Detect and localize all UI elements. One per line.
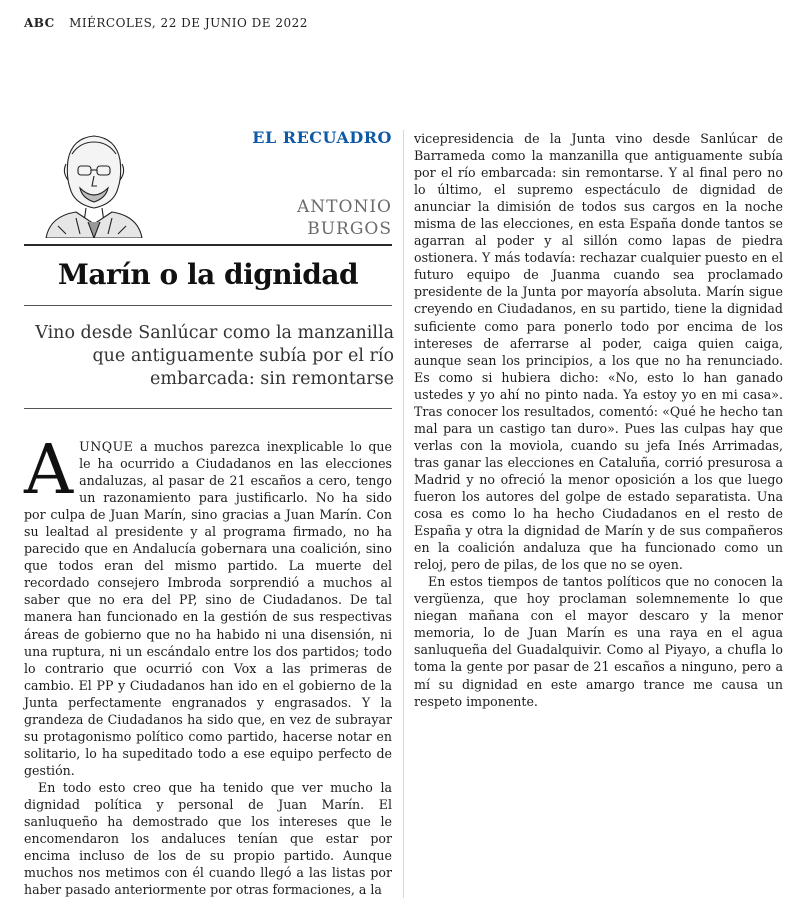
- article-column-left: [24, 431, 392, 898]
- article-paragraph-2-continued: vicepresidencia de la Junta vino desde Sanlúcar de Barrameda como la manzanilla que antiguamente subía por el río embarcada: sin remontarse. Y al final pero no lo último, el supremo espectáculo de dignidad de anunciar la dimisión de todos sus cargos en la noche misma de las elecciones, en esta España donde tantos se agarran al poder y al sillón como lapas de piedra ostionera. Y más todavía: rechazar cualquier puesto en el futuro equipo de Juanma cuando sea proclamado presidente de la Junta por mayoría absoluta. Marín sigue creyendo en Ciudadanos, en su partido, tiene la dignidad suficiente como para ponerlo todo por encima de los intereses de aferrarse al poder, caiga quien caiga, aunque sean los principios, a los que no ha renunciado. Es como si hubiera dicho: «No, esto lo han ganado ustedes y yo ahí no pinto nada. Ya estoy yo en mi casa». Tras conocer los resultados, comentó: «Qué he hecho tan mal para un castigo tan duro». Pues las culpas hay que verlas con la moviola, cuando su jefa Inés Arrimadas, tras ganar las elecciones en Cataluña, corrió presurosa a Madrid y no ofreció la menor oposición a los que luego fueron los autores del golpe de estado separatista. Una cosa es como lo ha hecho Ciudadanos en el resto de España y otra la dignidad de Marín y de sus compañeros en la coalición andaluza que ha funcionado como un reloj, pero de pilas, de los que no se oyen.: [414, 131, 783, 573]
- headline-bottom-rule: [24, 305, 392, 306]
- issue-date: MIÉRCOLES, 22 DE JUNIO DE 2022: [69, 16, 308, 30]
- article-paragraph-2: En todo esto creo que ha tenido que ver mucho la dignidad política y personal de Juan Marín. El sanluqueño ha demostrado que los intereses que le encomendaron los andaluces tenían que estar por encima incluso de los de su propio partido. Aunque muchos nos metimos con él cuando llegó a las listas por haber pasado anteriormente por otras formaciones, a la: [24, 779, 392, 898]
- author-byline: [250, 196, 392, 240]
- newspaper-brand: ABC: [24, 16, 55, 30]
- drop-cap: A: [24, 431, 74, 510]
- article-paragraph-3: En estos tiempos de tantos políticos que no conocen la vergüenza, que hoy proclaman solemnemente lo que niegan mañana con el mayor descaro y la menor memoria, lo de Juan Marín es una raya en el agua sanluqueña del Guadalquivir. Como al Piyayo, a chufla lo toma la gente por pasar de 21 escaños a ninguno, pero a mí su dignidad en este amargo trance me causa un respeto imponente.: [414, 574, 783, 709]
- subtitle-rule: [24, 408, 392, 409]
- paragraph-1-text: a muchos parezca inexplicable lo que le ha ocurrido a Ciudadanos en las elecciones andaluzas, al pasar de 21 escaños a cero, tengo un razonamiento para justificarlo. No ha sido por culpa de Juan Marín, sino gracias a Juan Marín. Con su lealtad al presidente y al programa firmado, no ha parecido que en Andalucía gobernara una coalición, sino que todos eran del mismo partido. La muerte del recordado consejero Imbroda sorprendió a muchos al saber que no era del PP, sino de Ciudadanos. De tal manera han funcionado en la gestión de sus respectivas áreas de gobierno que no ha habido ni una disensión, ni una ruptura, ni un escándalo entre los dos partidos; todo lo contrario que ocurrió con Vox a las primeras de cambio. El PP y Ciudadanos han ido en el gobierno de la Junta perfectamente engranados y engrasados. Y la grandeza de Ciudadanos ha sido que, en vez de subrayar su protagonismo político como partido, hacerse notar en solitario, lo ha supeditado todo a ese equipo perfecto de gestión.: [24, 439, 392, 778]
- headline-top-rule: [24, 244, 392, 246]
- section-label: EL RECUADRO: [252, 128, 392, 147]
- lead-caps: UNQUE: [79, 439, 134, 454]
- author-last-name: BURGOS: [307, 219, 392, 239]
- article-subtitle: Vino desde Sanlúcar como la manzanilla que antiguamente subía por el río embarcada: sin remontarse: [35, 323, 394, 389]
- article-column-right: [414, 130, 783, 710]
- article-paragraph-1: [24, 431, 392, 779]
- page-header: [24, 16, 308, 30]
- author-portrait-illustration: [36, 130, 146, 238]
- author-first-name: ANTONIO: [297, 197, 392, 217]
- article-headline: Marín o la dignidad: [57, 258, 359, 291]
- column-divider: [403, 130, 404, 898]
